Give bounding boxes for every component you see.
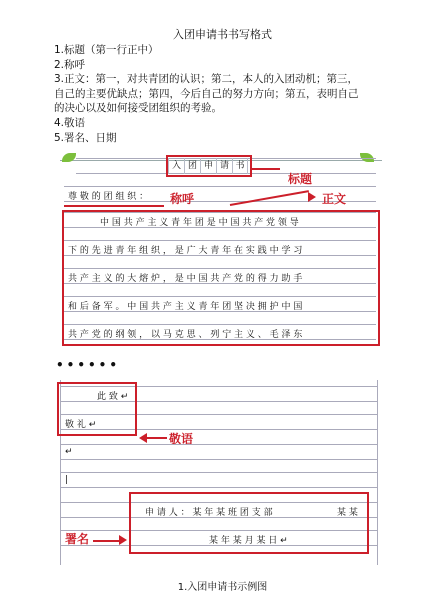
guide-line: 自己的主要优缺点；第四，今后自己的努力方向；第五，表明自己 bbox=[54, 87, 359, 100]
arrow-head-icon bbox=[119, 535, 127, 545]
ellipsis: •••••• bbox=[56, 358, 121, 372]
guide-line: 5.署名、日期 bbox=[54, 131, 117, 144]
body-row: 和 后 备 军 。 中 国 共 产 主 义 青 年 团 坚 决 拥 护 中 国 bbox=[68, 302, 303, 312]
guide-line: 2.称呼 bbox=[54, 58, 86, 71]
grid-row bbox=[61, 444, 377, 460]
signature-pointer bbox=[93, 540, 119, 542]
text-cursor: | bbox=[65, 475, 69, 485]
signature-tail: 某 某 bbox=[337, 508, 358, 518]
closing-highlight bbox=[57, 382, 137, 436]
salutation-text: 尊 敬 的 团 组 织 ： bbox=[68, 192, 149, 202]
heading-label: 标题 bbox=[288, 172, 313, 186]
heading-char: 书 bbox=[232, 158, 248, 174]
date-text: 某 年 某 月 某 日 ↵ bbox=[209, 536, 288, 546]
format-guide bbox=[54, 43, 394, 145]
closing-pointer bbox=[145, 437, 167, 439]
body-label: 正文 bbox=[322, 192, 347, 206]
sample-sheet-top bbox=[60, 154, 382, 350]
return-mark: ↵ bbox=[65, 447, 73, 457]
grid-row bbox=[61, 472, 377, 488]
heading-char: 申 bbox=[200, 158, 216, 174]
heading-char: 团 bbox=[184, 158, 200, 174]
heading-char: 请 bbox=[216, 158, 232, 174]
signature-text: 申 请 人 ： 某 年 某 班 团 支 部 bbox=[145, 508, 273, 518]
body-row: 下 的 先 进 青 年 组 织 ， 是 广 大 青 年 在 实 践 中 学 习 bbox=[68, 246, 303, 256]
closing-label: 敬语 bbox=[169, 432, 194, 446]
heading-highlight bbox=[166, 155, 252, 177]
signature-label: 署名 bbox=[65, 532, 90, 546]
sample-sheet-bottom bbox=[60, 380, 378, 565]
salutation-underline bbox=[64, 205, 164, 207]
body-row: 共 产 党 的 纲 领 ， 以 马 克 思 、 列 宁 主 义 、 毛 泽 东 bbox=[68, 330, 303, 340]
signature-highlight bbox=[129, 492, 369, 554]
body-row: 中 国 共 产 主 义 青 年 团 是 中 国 共 产 党 领 导 bbox=[100, 218, 299, 228]
heading-pointer bbox=[252, 168, 280, 170]
figure-caption: 1.入团申请书示例图 bbox=[177, 582, 268, 593]
heading-char: 入 bbox=[168, 158, 184, 174]
body-highlight bbox=[62, 210, 380, 346]
guide-line: 1.标题（第一行正中） bbox=[54, 44, 159, 56]
document-title: 入团申请书书写格式 bbox=[173, 28, 272, 41]
guide-line: 4.敬语 bbox=[54, 116, 86, 129]
salutation-label: 称呼 bbox=[170, 192, 195, 206]
guide-line: 的决心以及如何接受团组织的考验。 bbox=[54, 102, 222, 115]
guide-line: 3.正文：第一，对共青团的认识；第二，本人的入团动机；第三， bbox=[54, 73, 359, 86]
closing-line-2: 敬 礼 ↵ bbox=[65, 420, 97, 430]
closing-line-1: 此 致 ↵ bbox=[97, 392, 129, 402]
body-row: 共 产 主 义 的 大 熔 炉 ， 是 中 国 共 产 党 的 得 力 助 手 bbox=[68, 274, 303, 284]
arrow-head-icon bbox=[308, 192, 316, 202]
